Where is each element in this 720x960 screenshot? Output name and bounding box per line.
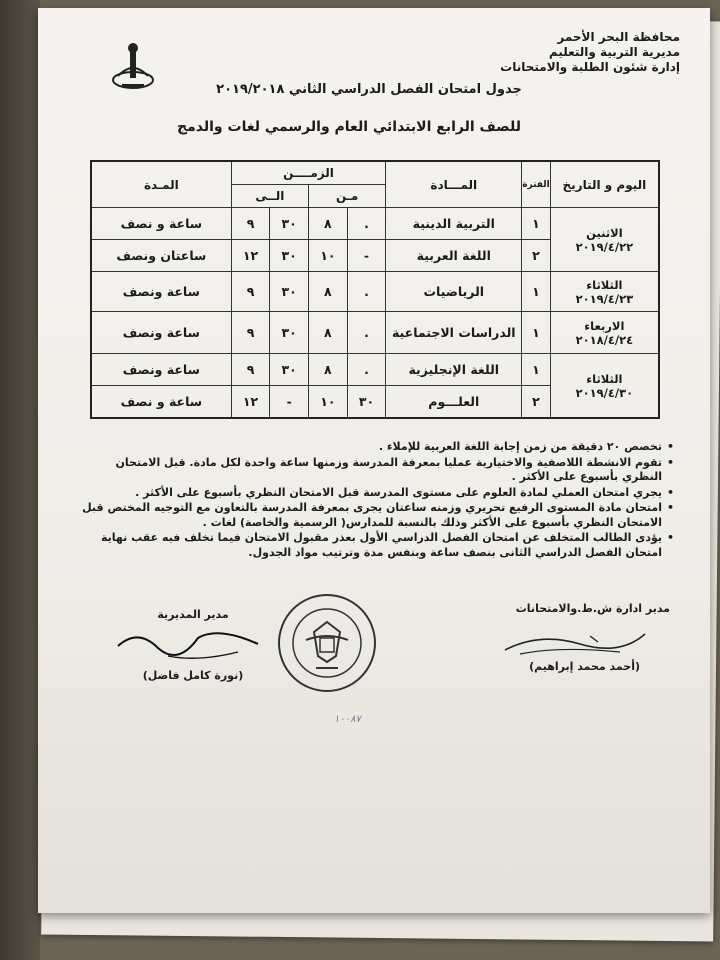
directorate-name: مديرية التربية والتعليم	[548, 45, 680, 59]
note-item: • تخصص ٢٠ دقيقة من زمن إجابة اللغة العربية للإملاء .	[76, 440, 662, 455]
day-cell: الاربعاء ٢٠١٨/٤/٢٤	[550, 312, 659, 354]
desk-background	[0, 0, 40, 960]
subject-cell: الرياضيات	[386, 272, 522, 312]
department-name: إدارة شئون الطلبة والامتحانات	[500, 60, 680, 74]
signature-right-title: مدير ادارة ش.ط.والامتحانات	[515, 602, 670, 615]
signature-scribble-icon	[108, 626, 268, 668]
header-from: مـن	[309, 185, 386, 208]
signature-right	[470, 602, 670, 673]
header-subject: المـــادة	[386, 161, 522, 208]
duration-cell: ساعة ونصف	[91, 354, 231, 386]
to-cell: ٣٠	[270, 208, 309, 240]
to-cell: ٩	[231, 354, 270, 386]
to-cell: ٣٠	[270, 312, 309, 354]
to-cell: ٩	[231, 272, 270, 312]
from-cell: ٨	[309, 354, 348, 386]
to-cell: ١٢	[231, 386, 270, 419]
subject-cell: العلـــوم	[386, 386, 522, 419]
note-item: • يجري امتحان العملي لمادة العلوم على مستوى المدرسة قبل الامتحان النظري بأسبوع على الأكثر .	[76, 486, 662, 501]
signature-scribble-icon	[500, 622, 650, 662]
from-cell: ٨	[309, 312, 348, 354]
title-block	[168, 82, 570, 135]
signature-right-name: (أحمد محمد إبراهيم)	[529, 660, 640, 673]
duration-cell: ساعتان ونصف	[91, 240, 231, 272]
to-cell: ٩	[231, 312, 270, 354]
duration-cell: ساعة و نصف	[91, 208, 231, 240]
document-page	[38, 8, 710, 913]
header-time: الزمــــن	[231, 161, 386, 185]
period-cell: ١	[522, 354, 551, 386]
to-cell: ٣٠	[270, 354, 309, 386]
day-cell: الاثنين ٢٠١٩/٤/٢٢	[550, 208, 659, 272]
from-cell: .	[347, 272, 386, 312]
duration-cell: ساعة ونصف	[91, 312, 231, 354]
table-row	[91, 208, 659, 240]
letterhead	[500, 30, 680, 75]
to-cell: ١٢	[231, 240, 270, 272]
from-cell: ٣٠	[347, 386, 386, 419]
header-to: الــى	[231, 185, 308, 208]
from-cell: .	[347, 312, 386, 354]
from-cell: -	[347, 240, 386, 272]
day-cell: الثلاثاء ٢٠١٩/٤/٣٠	[550, 354, 659, 419]
document-subtitle: للصف الرابع الابتدائي العام والرسمي لغات والدمج	[177, 119, 521, 135]
signature-left	[98, 608, 288, 682]
header-duration: المـدة	[91, 161, 231, 208]
from-cell: ١٠	[309, 386, 348, 419]
to-cell: ٣٠	[270, 272, 309, 312]
header-day: اليوم و التاريخ	[550, 161, 659, 208]
to-cell: ٩	[231, 208, 270, 240]
exam-schedule-table	[90, 160, 660, 419]
table-row	[91, 312, 659, 354]
table-row	[91, 354, 659, 386]
from-cell: .	[347, 354, 386, 386]
signature-left-name: (نورة كامل فاضل)	[142, 669, 244, 682]
note-item: • امتحان مادة المستوى الرفيع تحريري وزمنه ساعتان يجرى بمعرفة المدرسة بالتعاون مع التوجيه المختص قبل الامتحان النظري بأسبوع على الأكثر وذلك بالنسبة للمدارس( الرسمية والخاصة) لغات .	[76, 501, 662, 530]
subject-cell: التربية الدينية	[386, 208, 522, 240]
handwritten-number: ١٠٠٨٧	[334, 714, 361, 725]
signature-left-title: مدير المديرية	[157, 608, 229, 621]
period-cell: ١	[522, 208, 551, 240]
day-cell: الثلاثاء ٢٠١٩/٤/٢٣	[550, 272, 659, 312]
from-cell: ٨	[309, 272, 348, 312]
subject-cell: اللغة العربية	[386, 240, 522, 272]
period-cell: ٢	[522, 386, 551, 419]
period-cell: ١	[522, 312, 551, 354]
from-cell: .	[347, 208, 386, 240]
period-cell: ١	[522, 272, 551, 312]
to-cell: -	[270, 386, 309, 419]
duration-cell: ساعة ونصف	[91, 272, 231, 312]
subject-cell: اللغة الإنجليزية	[386, 354, 522, 386]
note-item: • تقوم الانشطة اللاصفية والاختيارية عمليا بمعرفة المدرسة وزمنها ساعة واحدة لكل مادة. قبل الامتحان النظري بأسبوع على الأكثر .	[76, 456, 662, 485]
duration-cell: ساعة و نصف	[91, 386, 231, 419]
header-period: الفترة	[522, 161, 551, 208]
note-item: • يؤدى الطالب المتخلف عن امتحان الفصل الدراسي الأول بعذر مقبول الامتحان فيما تخلف فيه عقب نهاية امتحان الفصل الدراسي الثانى بنصف ساعة وبنفس مدة وترتيب مواد الجدول.	[76, 531, 662, 560]
notes-section	[76, 440, 676, 561]
ministry-logo-icon	[110, 40, 156, 90]
governorate-name: محافظة البحر الأحمر	[557, 30, 680, 44]
document-title: جدول امتحان الفصل الدراسي الثاني ٢٠١٩/٢٠١٨	[216, 82, 522, 97]
table-row	[91, 272, 659, 312]
period-cell: ٢	[522, 240, 551, 272]
official-seal-icon	[276, 592, 378, 694]
from-cell: ١٠	[309, 240, 348, 272]
subject-cell: الدراسات الاجتماعية	[386, 312, 522, 354]
to-cell: ٣٠	[270, 240, 309, 272]
from-cell: ٨	[309, 208, 348, 240]
